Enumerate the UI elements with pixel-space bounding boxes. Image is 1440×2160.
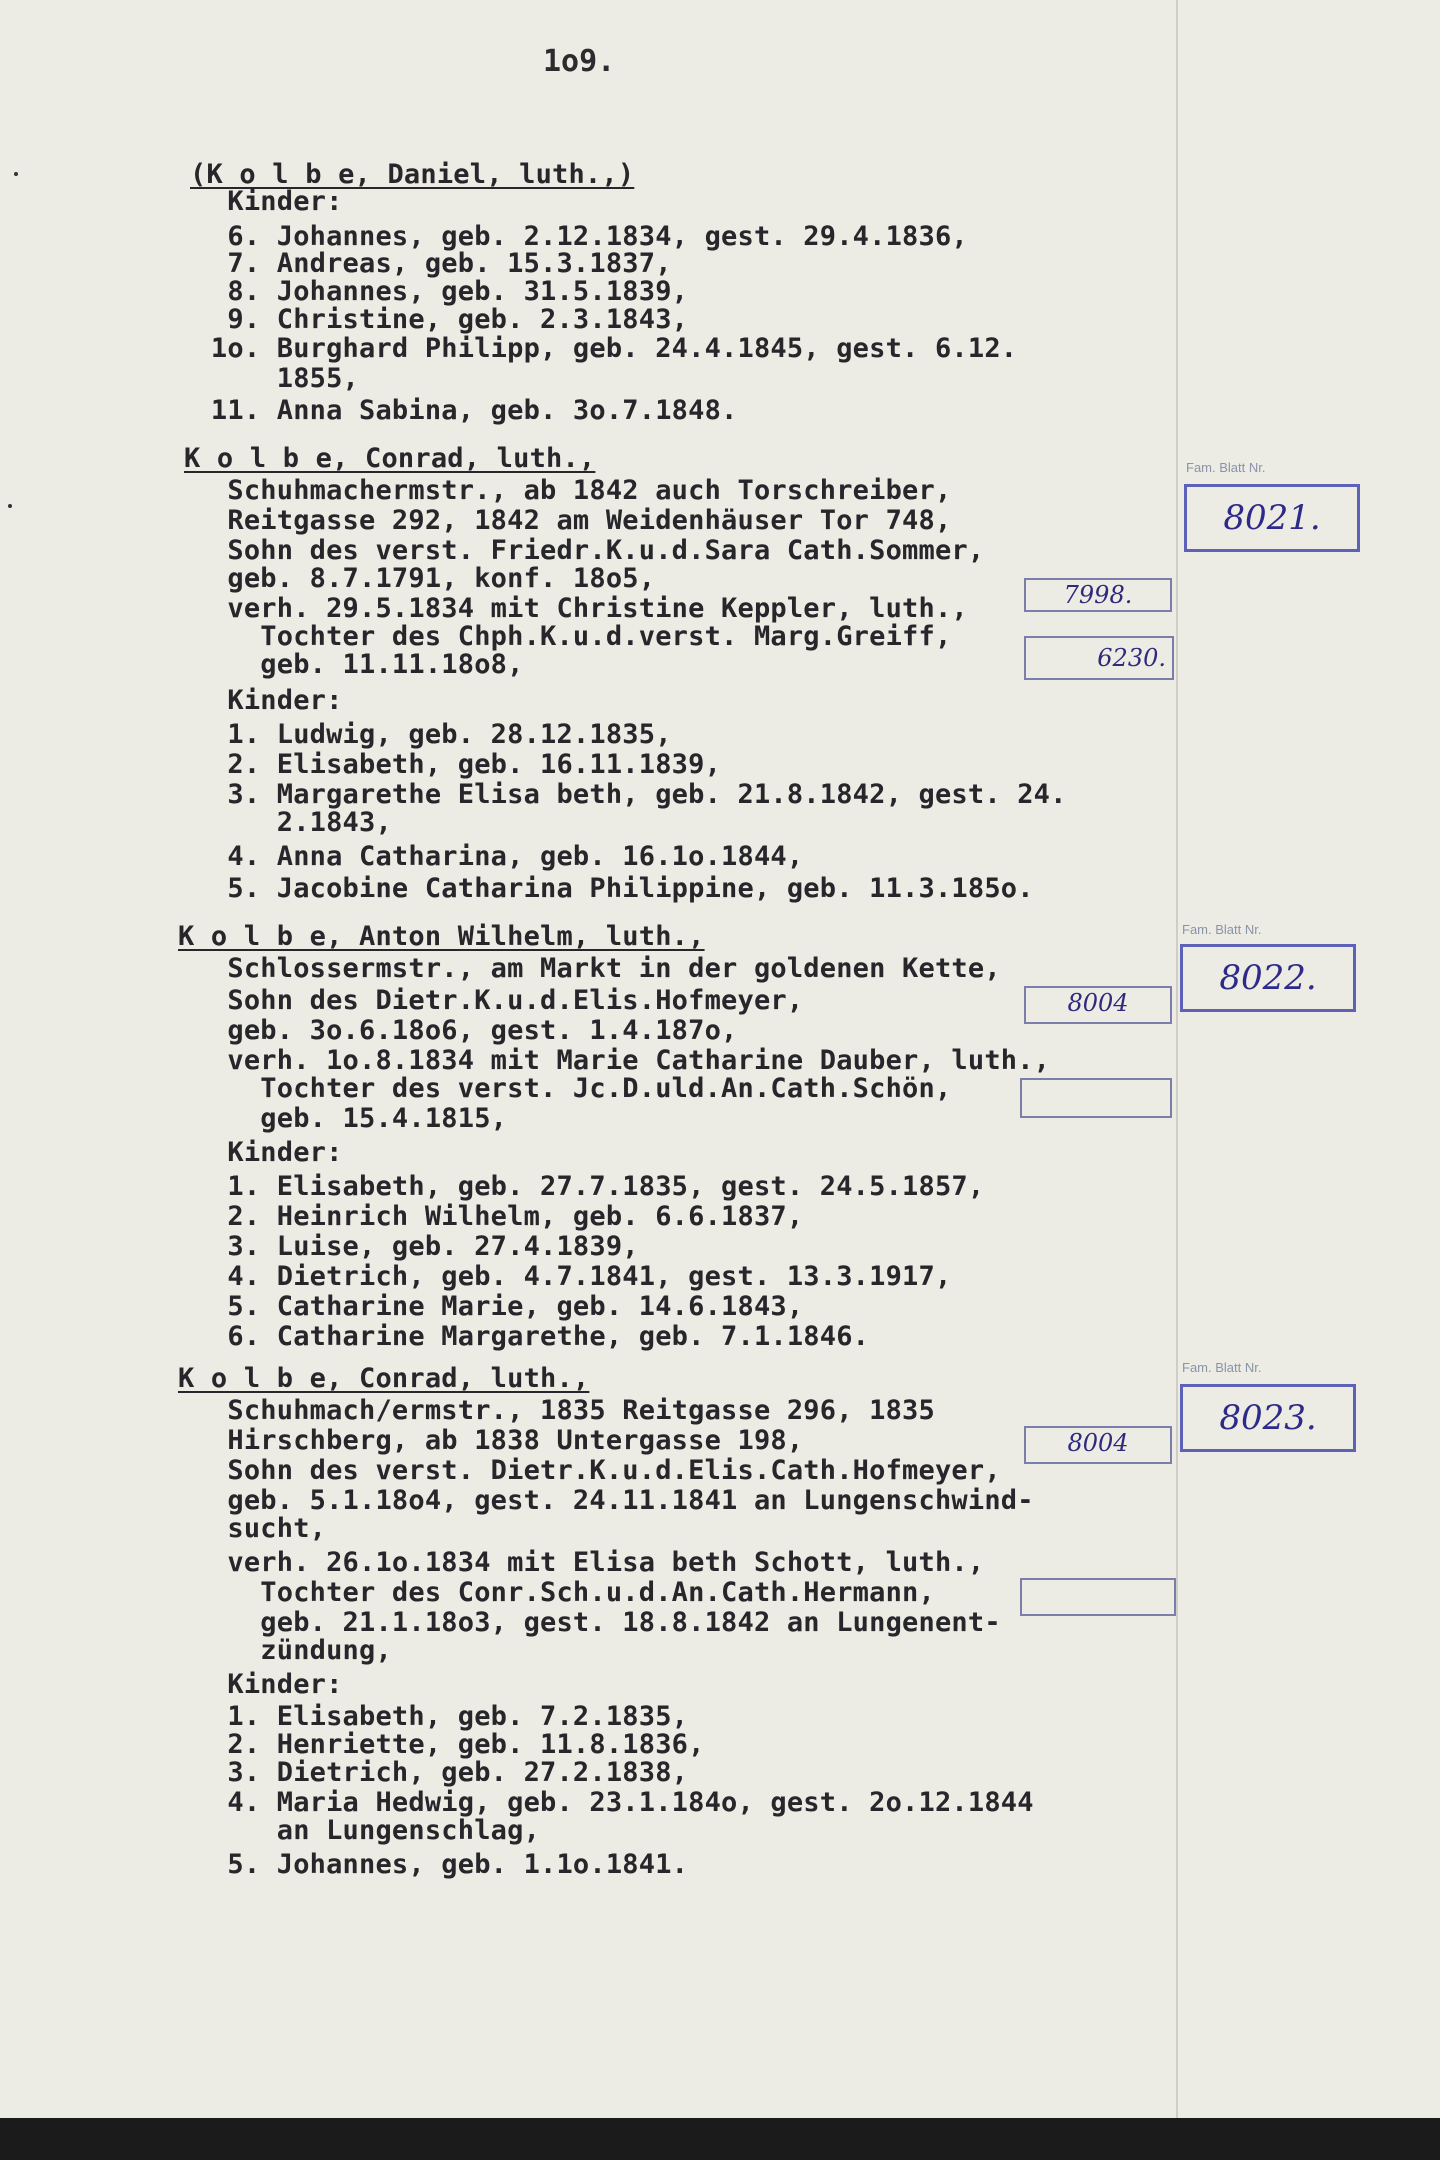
- entry-line: geb. 5.1.18o4, gest. 24.11.1841 an Lungenschwind-: [178, 1485, 1034, 1516]
- entry-heading: K o l b e, Anton Wilhelm, luth.,: [178, 921, 705, 952]
- entry-line: 4. Dietrich, geb. 4.7.1841, gest. 13.3.1917,: [178, 1261, 952, 1292]
- entry-line: verh. 1o.8.1834 mit Marie Catharine Dauber, luth.,: [178, 1045, 1051, 1076]
- entry-line: geb. 11.11.18o8,: [178, 649, 524, 680]
- margin-rule: [1176, 0, 1178, 2118]
- entry-line: 5. Jacobine Catharina Philippine, geb. 11.3.185o.: [178, 873, 1034, 904]
- entry-line: Tochter des verst. Jc.D.uld.An.Cath.Schön,: [178, 1073, 952, 1104]
- reference-number-box: 8004: [1024, 986, 1172, 1024]
- entry-line: geb. 21.1.18o3, gest. 18.8.1842 an Lungenent-: [178, 1607, 1001, 1638]
- entry-line: 1. Elisabeth, geb. 7.2.1835,: [178, 1701, 689, 1732]
- entry-line: Kinder:: [178, 685, 343, 716]
- entry-line: Kinder:: [178, 1137, 343, 1168]
- entry-line: Schuhmachermstr., ab 1842 auch Torschreiber,: [178, 475, 952, 506]
- entry-line: 4. Anna Catharina, geb. 16.1o.1844,: [178, 841, 804, 872]
- reference-number-box: 6230.: [1024, 636, 1174, 680]
- entry-line: 1o. Burghard Philipp, geb. 24.4.1845, gest. 6.12.: [178, 333, 1018, 364]
- entry-line: Kinder:: [178, 186, 343, 217]
- entry-line: Tochter des Conr.Sch.u.d.An.Cath.Hermann,: [178, 1577, 935, 1608]
- reference-box-empty: [1020, 1078, 1172, 1118]
- page-number: 1o9.: [543, 44, 616, 79]
- entry-line: 6. Catharine Margarethe, geb. 7.1.1846.: [178, 1321, 870, 1352]
- scan-speck: [8, 504, 12, 508]
- entry-heading: K o l b e, Conrad, luth.,: [178, 1363, 590, 1394]
- entry-line: 9. Christine, geb. 2.3.1843,: [178, 304, 689, 335]
- entry-line: Sohn des Dietr.K.u.d.Elis.Hofmeyer,: [178, 985, 804, 1016]
- entry-line: geb. 8.7.1791, konf. 18o5,: [178, 563, 656, 594]
- entry-line: 11. Anna Sabina, geb. 3o.7.1848.: [178, 395, 738, 426]
- entry-line: 2. Elisabeth, geb. 16.11.1839,: [178, 749, 722, 780]
- entry-line: Sohn des verst. Dietr.K.u.d.Elis.Cath.Hofmeyer,: [178, 1455, 1001, 1486]
- family-sheet-number: 8022.: [1180, 944, 1356, 1012]
- entry-line: Schuhmach/ermstr., 1835 Reitgasse 296, 1835: [178, 1395, 935, 1426]
- entry-line: zündung,: [178, 1635, 392, 1666]
- fam-blatt-label: Fam. Blatt Nr.: [1186, 460, 1266, 475]
- entry-line: Schlossermstr., am Markt in der goldenen Kette,: [178, 953, 1001, 984]
- entry-line: 5. Catharine Marie, geb. 14.6.1843,: [178, 1291, 804, 1322]
- entry-line: 4. Maria Hedwig, geb. 23.1.184o, gest. 2o.12.1844: [178, 1787, 1034, 1818]
- reference-number-box: 8004: [1024, 1426, 1172, 1464]
- entry-line: 7. Andreas, geb. 15.3.1837,: [178, 248, 672, 279]
- entry-heading: K o l b e, Conrad, luth.,: [184, 443, 596, 474]
- entry-line: 2. Henriette, geb. 11.8.1836,: [178, 1729, 705, 1760]
- entry-line: Hirschberg, ab 1838 Untergasse 198,: [178, 1425, 804, 1456]
- entry-line: sucht,: [178, 1513, 327, 1544]
- entry-line: geb. 3o.6.18o6, gest. 1.4.187o,: [178, 1015, 738, 1046]
- entry-line: 8. Johannes, geb. 31.5.1839,: [178, 276, 689, 307]
- entry-line: 6. Johannes, geb. 2.12.1834, gest. 29.4.1836,: [178, 221, 968, 252]
- entry-line: Sohn des verst. Friedr.K.u.d.Sara Cath.Sommer,: [178, 535, 985, 566]
- entry-line: 1. Ludwig, geb. 28.12.1835,: [178, 719, 672, 750]
- fam-blatt-label: Fam. Blatt Nr.: [1182, 1360, 1262, 1375]
- entry-line: Reitgasse 292, 1842 am Weidenhäuser Tor 748,: [178, 505, 952, 536]
- entry-line: 5. Johannes, geb. 1.1o.1841.: [178, 1849, 689, 1880]
- entry-line: 3. Margarethe Elisa beth, geb. 21.8.1842, gest. 24.: [178, 779, 1067, 810]
- fam-blatt-label: Fam. Blatt Nr.: [1182, 922, 1262, 937]
- entry-line: 1855,: [178, 363, 360, 394]
- family-sheet-number: 8021.: [1184, 484, 1360, 552]
- entry-line: 1. Elisabeth, geb. 27.7.1835, gest. 24.5.1857,: [178, 1171, 985, 1202]
- scan-speck: [14, 172, 18, 176]
- entry-line: Tochter des Chph.K.u.d.verst. Marg.Greiff,: [178, 621, 952, 652]
- entry-line: 2. Heinrich Wilhelm, geb. 6.6.1837,: [178, 1201, 804, 1232]
- entry-line: verh. 29.5.1834 mit Christine Keppler, luth.,: [178, 593, 968, 624]
- entry-line: verh. 26.1o.1834 mit Elisa beth Schott, luth.,: [178, 1547, 985, 1578]
- reference-number-box: 7998.: [1024, 578, 1172, 612]
- entry-line: Kinder:: [178, 1669, 343, 1700]
- entry-line: geb. 15.4.1815,: [178, 1103, 508, 1134]
- entry-line: an Lungenschlag,: [178, 1815, 541, 1846]
- reference-box-empty: [1020, 1578, 1176, 1616]
- family-sheet-number: 8023.: [1180, 1384, 1356, 1452]
- entry-line: 2.1843,: [178, 807, 392, 838]
- entry-line: 3. Dietrich, geb. 27.2.1838,: [178, 1757, 689, 1788]
- entry-line: 3. Luise, geb. 27.4.1839,: [178, 1231, 639, 1262]
- entry-heading: (K o l b e, Daniel, luth.,): [190, 159, 635, 190]
